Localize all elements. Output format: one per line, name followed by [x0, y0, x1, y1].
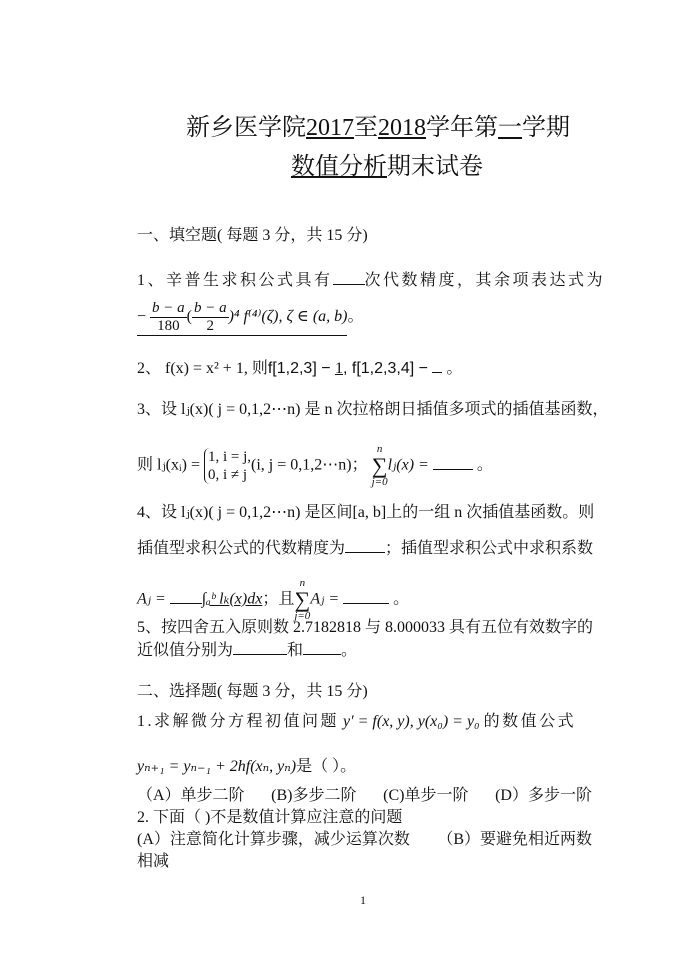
- formula-text: f[1,2,3] −: [267, 360, 335, 377]
- case: 1, i = j,: [207, 449, 252, 465]
- question-text: 则 lⱼ(xᵢ) =: [137, 456, 204, 474]
- answer-blank[interactable]: [433, 455, 473, 470]
- answer-blank[interactable]: [303, 640, 341, 655]
- answer-blank[interactable]: [345, 538, 385, 553]
- option-a[interactable]: （A）单步二阶: [137, 787, 245, 804]
- period: 。: [347, 308, 364, 326]
- course-name: 数值分析: [291, 154, 387, 180]
- formula-text: lⱼ(x) =: [387, 456, 433, 474]
- piecewise: [204, 448, 251, 484]
- question-text: 的数值公式: [483, 713, 577, 730]
- exam-title-line2: [291, 146, 483, 181]
- formula-text: Aⱼ =: [137, 590, 170, 608]
- question-1-4-line1: 4、设 lⱼ(x)( j = 0,1,2⋯n) 是区间[a, b]上的一组 n 次插值基函数。则: [137, 504, 595, 521]
- question-1-4-line3: [137, 578, 409, 622]
- title-text: 学期: [522, 115, 570, 141]
- year-start: 2017: [306, 115, 354, 141]
- integral-formula: ∫ₐᵇ lₖ(x)dx: [201, 590, 263, 608]
- option-b-continued: 相减: [137, 853, 170, 870]
- period: 。: [393, 590, 410, 608]
- period: 。: [341, 642, 358, 659]
- question-text: 是（ ）。: [296, 758, 357, 775]
- option-c[interactable]: (C)单步一阶: [383, 787, 469, 804]
- question-1-1-formula: − $\frac{b - a}{180}$ ( $\frac{b - a}{2}$ )⁴ f⁽⁴⁾(ζ), ζ ∈ (a, b)。: [137, 300, 364, 334]
- question-text: ；插值型求积公式中求积系数: [385, 540, 594, 557]
- sigma-icon: ∑: [294, 587, 311, 612]
- answer-blank[interactable]: [333, 270, 365, 285]
- question-text: ；且: [262, 590, 295, 608]
- denominator: 2: [206, 318, 215, 334]
- title-text: 学年第: [426, 115, 498, 141]
- question-text: 插值型求积公式的代数精度为: [137, 540, 346, 557]
- formula-text: yₙ₊₁ = yₙ₋₁ + 2hf(xₙ, yₙ): [137, 758, 297, 775]
- minus: −: [137, 308, 147, 326]
- case: 0, i ≠ j: [207, 467, 248, 483]
- fraction: [150, 300, 187, 335]
- question-1-4-line2: [137, 538, 593, 559]
- question-2-2-options: [137, 830, 592, 850]
- question-text: 1.求解微分方程初值问题: [137, 713, 340, 730]
- year-end: 2018: [378, 115, 426, 141]
- question-1-5-line2: [137, 640, 357, 661]
- answer-blank[interactable]: [170, 589, 202, 604]
- question-1-5-line1: 5、按四舍五入原则数 2.7182818 与 8.000033 具有五位有效数字的: [137, 619, 594, 636]
- question-2-1-line2: [137, 757, 356, 777]
- question-text: 2、 f(x) = x² + 1, 则: [137, 360, 268, 377]
- question-text: (i, j = 0,1,2⋯n)；: [251, 456, 368, 474]
- question-2-1-options: [137, 786, 592, 806]
- question-1-1: [137, 270, 605, 291]
- section1-heading: 一、填空题( 每题 3 分，共 15 分): [137, 227, 368, 244]
- question-2-1-line1: [137, 712, 576, 732]
- fraction: [192, 300, 229, 335]
- formula-text: )⁴ f⁽⁴⁾(ζ), ζ ∈ (a, b): [228, 308, 348, 326]
- denominator: 180: [157, 318, 180, 334]
- formula-text: , f[1,2,3,4] −: [343, 360, 433, 377]
- exam-name: 期末试卷: [387, 154, 483, 180]
- question-text: 次代数精度，其余项表达式为: [364, 272, 606, 289]
- period: 。: [442, 360, 463, 377]
- sigma-icon: ∑: [371, 453, 388, 478]
- formula-text: y′ = f(x, y), y(x₀) = y₀: [343, 713, 480, 730]
- answer-blank[interactable]: [233, 640, 287, 655]
- question-1-3-line2: [137, 444, 493, 488]
- question-text: 1、辛普生求积公式具有: [137, 272, 333, 289]
- title-text: 至: [354, 115, 378, 141]
- numerator: b − a: [193, 300, 227, 316]
- page-number: 1: [360, 893, 366, 907]
- option-a[interactable]: (A）注意简化计算步骤，减少运算次数: [137, 831, 410, 848]
- term: 一: [498, 115, 522, 141]
- answer-blank[interactable]: [432, 358, 442, 373]
- school-name: 新乡医学院: [186, 115, 306, 141]
- sum-lower: j=0: [371, 476, 388, 488]
- option-b[interactable]: （B）要避免相近两数: [437, 831, 592, 848]
- question-text: 近似值分别为: [137, 642, 234, 659]
- answer-value: 1: [335, 360, 343, 377]
- question-1-3-line1: 3、设 lⱼ(x)( j = 0,1,2⋯n) 是 n 次拉格朗日插值多项式的插值基函数，: [137, 401, 609, 418]
- answer-blank[interactable]: [343, 589, 389, 604]
- option-b[interactable]: (B)多步二阶: [271, 787, 357, 804]
- summation: [372, 444, 388, 488]
- exam-title-line1: [186, 107, 570, 142]
- period: 。: [476, 456, 493, 474]
- numerator: b − a: [152, 300, 185, 316]
- section2-heading: 二、选择题( 每题 3 分，共 15 分): [137, 683, 368, 700]
- question-1-2: [137, 358, 462, 379]
- option-d[interactable]: (D）多步一阶: [495, 787, 592, 804]
- summation: [294, 578, 310, 622]
- question-2-2-line1: 2. 下面（ )不是数值计算应注意的问题: [137, 809, 403, 826]
- question-text: 和: [287, 642, 304, 659]
- sum-upper: n: [376, 443, 383, 455]
- formula-text: Aⱼ =: [310, 590, 344, 608]
- sum-lower: j=0: [294, 610, 311, 622]
- sum-upper: n: [299, 577, 306, 589]
